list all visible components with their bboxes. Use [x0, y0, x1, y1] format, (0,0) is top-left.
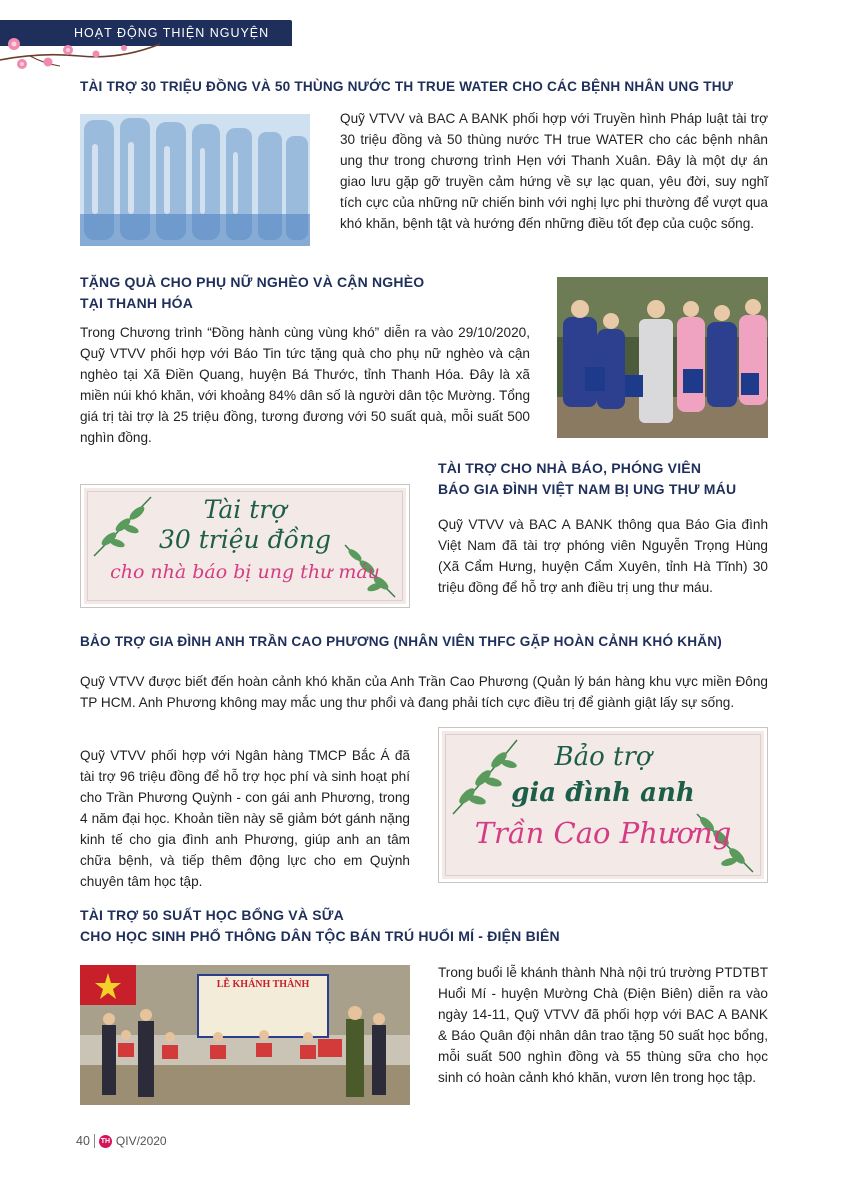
card-script-line2: gia đình anh	[511, 778, 695, 808]
article-5-title-line2: CHO HỌC SINH PHỔ THÔNG DÂN TỘC BÁN TRÚ HUỔI MÍ - ĐIỆN BIÊN	[80, 928, 560, 944]
footer-divider	[94, 1134, 95, 1148]
card-script-line1: Bảo trợ	[554, 742, 652, 772]
card-script-line1: Tài trợ	[203, 495, 287, 524]
article-5-body: Trong buổi lễ khánh thành Nhà nội trú trường PTDTBT Huổi Mí - huyện Mường Chà (Điện Biên) diễn ra vào ngày 14-11, Quỹ VTVV đã phối hợp với BAC A BANK & Báo Quân đội nhân dân trao tặng 50 suất học bổng, mỗi suất 500 nghìn đồng và 55 thùng sữa cho học sinh có hoàn cảnh khó khăn, vươn lên trong học tập.	[438, 965, 768, 1085]
page-footer	[76, 1134, 167, 1148]
th-logo-badge: TH	[99, 1135, 112, 1148]
article-2-title-line1: TẶNG QUÀ CHO PHỤ NỮ NGHÈO VÀ CẬN NGHÈO	[80, 274, 425, 290]
journalist-support-card	[80, 484, 410, 608]
family-sponsorship-card	[438, 727, 768, 883]
gift-giving-photo	[557, 277, 768, 438]
article-1-body: Quỹ VTVV và BAC A BANK phối hợp với Truyền hình Pháp luật tài trợ 30 triệu đồng và 50 thùng nước TH true WATER cho các bệnh nhân ung thư trong chương trình Hẹn với Thanh Xuân. Đây là một dự án giao lưu gặp gỡ truyền cảm hứng về sự lạc quan, yêu đời, suy nghĩ tích cực của những nữ chiến binh với nghị lực phi thường để vượt qua khó khăn, bệnh tật và hướng đến những điều tốt đẹp của cuộc sống.	[340, 111, 768, 231]
page-number: 40	[76, 1134, 90, 1148]
cherry-blossom-decoration	[0, 30, 160, 80]
card-script-line3: Trần Cao Phương	[474, 816, 732, 850]
article-5-title-line1: TÀI TRỢ 50 SUẤT HỌC BỔNG VÀ SỮA	[80, 907, 344, 923]
article-1-title: TÀI TRỢ 30 TRIỆU ĐỒNG VÀ 50 THÙNG NƯỚC TH TRUE WATER CHO CÁC BỆNH NHÂN UNG THƯ	[80, 79, 734, 94]
school-ceremony-photo	[80, 965, 410, 1105]
section-title: HOẠT ĐỘNG THIỆN NGUYỆN	[74, 26, 270, 40]
water-bottles-photo	[80, 114, 310, 246]
ceremony-banner-text: LỄ KHÁNH THÀNH	[216, 979, 310, 990]
article-2-title-line2: TẠI THANH HÓA	[80, 295, 194, 311]
article-2-body: Trong Chương trình “Đồng hành cùng vùng khó” diễn ra vào 29/10/2020, Quỹ VTVV phối hợp với Báo Tin tức tặng quà cho phụ nữ nghèo và cận nghèo tại Xã Điền Quang, huyện Bá Thước, tỉnh Thanh Hóa. Đây là xã miền núi khó khăn, với khoảng 84% dân số là người dân tộc Mường. Tổng giá trị tài trợ là 25 triệu đồng, tương đương với 50 suất quà, mỗi suất 500 nghìn đồng.	[80, 325, 530, 445]
issue-label: QIV/2020	[115, 1134, 167, 1148]
article-4-body-2: Quỹ VTVV phối hợp với Ngân hàng TMCP Bắc Á đã tài trợ 96 triệu đồng để hỗ trợ học phí và sinh hoạt phí cho Trần Phương Quỳnh - con gái anh Phương, trong 4 năm đại học. Khoản tiền này sẽ giảm bớt gánh nặng kinh tế cho gia đình anh Phương, giúp anh an tâm chữa bệnh, và tiếp thêm động lực cho em Quỳnh chuyên tâm học tập.	[80, 748, 410, 889]
card-script-line3: cho nhà báo bị ung thư máu	[110, 561, 380, 583]
article-4-body-1: Quỹ VTVV được biết đến hoàn cảnh khó khăn của Anh Trần Cao Phương (Quản lý bán hàng khu vực miền Đông TP HCM. Anh Phương không may mắc ung thư phổi và đang phải tích cực điều trị để giành giật lấy sự sống.	[80, 674, 768, 710]
card-script-line2: 30 triệu đồng	[159, 525, 331, 554]
article-4-title: BẢO TRỢ GIA ĐÌNH ANH TRẦN CAO PHƯƠNG (NHÂN VIÊN THFC GẶP HOÀN CẢNH KHÓ KHĂN)	[80, 634, 722, 649]
article-3-title-line1: TÀI TRỢ CHO NHÀ BÁO, PHÓNG VIÊN	[438, 460, 702, 476]
article-3-body: Quỹ VTVV và BAC A BANK thông qua Báo Gia đình Việt Nam đã tài trợ phóng viên Nguyễn Trọng Hùng (Xã Cẩm Hưng, huyện Cẩm Xuyên, tỉnh Hà Tĩnh) 30 triệu đồng để hỗ trợ anh điều trị ung thư máu.	[438, 517, 768, 595]
article-3-title-line2: BÁO GIA ĐÌNH VIỆT NAM BỊ UNG THƯ MÁU	[438, 481, 737, 497]
